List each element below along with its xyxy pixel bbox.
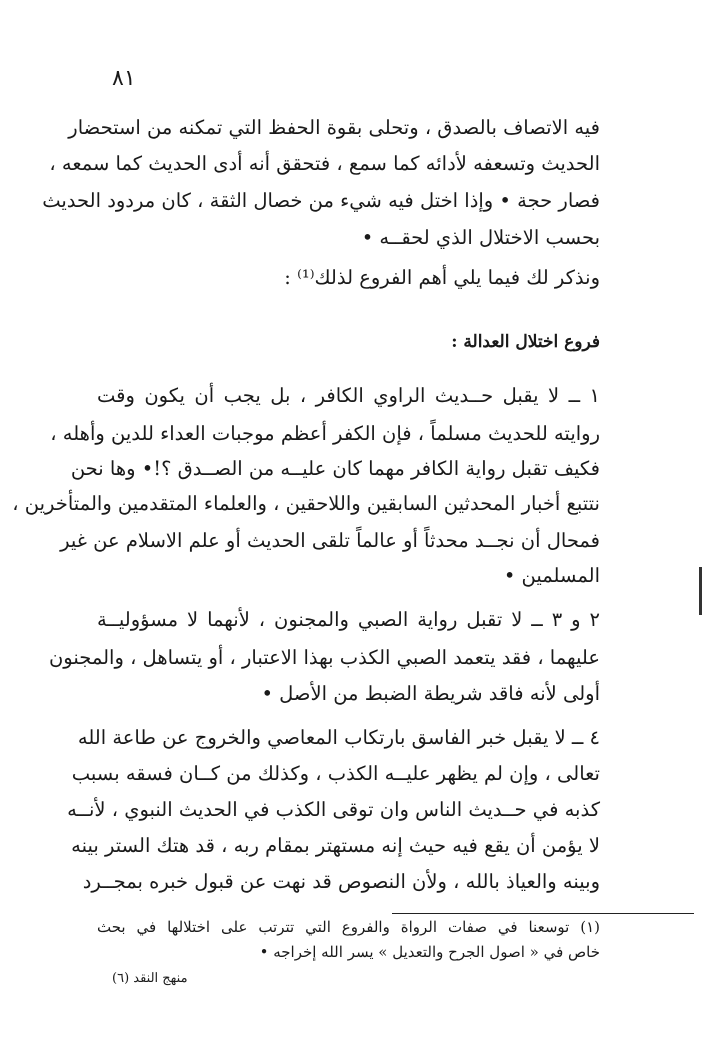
footnote-divider xyxy=(392,913,694,914)
body-line: بحسب الاختلال الذي لحقــه • xyxy=(361,226,600,249)
footnote-line: (١) توسعنا في صفات الرواة والفروع التي تترتب على اختلالها في بحث xyxy=(97,918,600,936)
item4-line: تعالى ، وإن لم يظهر عليــه الكذب ، وكذلك من كــان فسقه بسبب xyxy=(71,762,600,785)
item4-line: ٤ ــ لا يقبل خبر الفاسق بارتكاب المعاصي والخروج عن طاعة الله xyxy=(77,726,600,749)
book-signature: منهج النقد (٦) xyxy=(112,971,188,986)
item4-line: وبينه والعياذ بالله ، ولأن النصوص قد نهت عن قبول خبره بمجــرد xyxy=(82,870,600,893)
page-number: ٨١ xyxy=(112,66,136,91)
item1-line: المسلمين • xyxy=(503,564,600,587)
item1-line: روايته للحديث مسلماً ، فإن الكفر أعظم موجبات العداء للدين وأهله ، xyxy=(50,422,600,445)
item4-line: كذبه في حــديث الناس وان توقى الكذب في الحديث النبوي ، لأنــه xyxy=(67,798,600,821)
item1-line: ١ ــ لا يقبل حــديث الراوي الكافر ، بل يجب أن يكون وقت xyxy=(97,384,600,407)
body-line: ونذكر لك فيما يلي أهم الفروع لذلك⁽¹⁾ : xyxy=(284,266,600,289)
item1-line: فكيف تقبل رواية الكافر مهما كان عليــه من الصــدق ؟!• وها نحن xyxy=(70,457,600,480)
item23-line: ٢ و ٣ ــ لا تقبل رواية الصبي والمجنون ، لأنهما لا مسؤوليــة xyxy=(97,608,600,631)
item1-line: فمحال أن نجــد محدثاً أو عالماً تلقى الحديث أو علم الاسلام عن غير xyxy=(60,529,600,552)
item4-line: لا يؤمن أن يقع فيه حيث إنه مستهتر بمقام ربه ، قد هتك الستر بينه xyxy=(71,834,600,857)
body-line: فيه الاتصاف بالصدق ، وتحلى بقوة الحفظ التي تمكنه من استحضار xyxy=(68,116,600,139)
item23-line: أولى لأنه فاقد شريطة الضبط من الأصل • xyxy=(261,682,600,705)
body-line: الحديث وتسعفه لأدائه كما سمع ، فتحقق أنه أدى الحديث كما سمعه ، xyxy=(49,152,600,175)
footnote-line: خاص في « اصول الجرح والتعديل » يسر الله إخراجه • xyxy=(259,943,600,961)
item23-line: عليهما ، فقد يتعمد الصبي الكذب بهذا الاعتبار ، أو يتساهل ، والمجنون xyxy=(48,646,600,669)
section-heading: فروع اختلال العدالة : xyxy=(451,332,600,352)
body-line: فصار حجة • وإذا اختل فيه شيء من خصال الثقة ، كان مردود الحديث xyxy=(42,189,600,212)
item1-line: نتتبع أخبار المحدثين السابقين واللاحقين ، والعلماء المتقدمين والمتأخرين ، xyxy=(12,492,600,515)
